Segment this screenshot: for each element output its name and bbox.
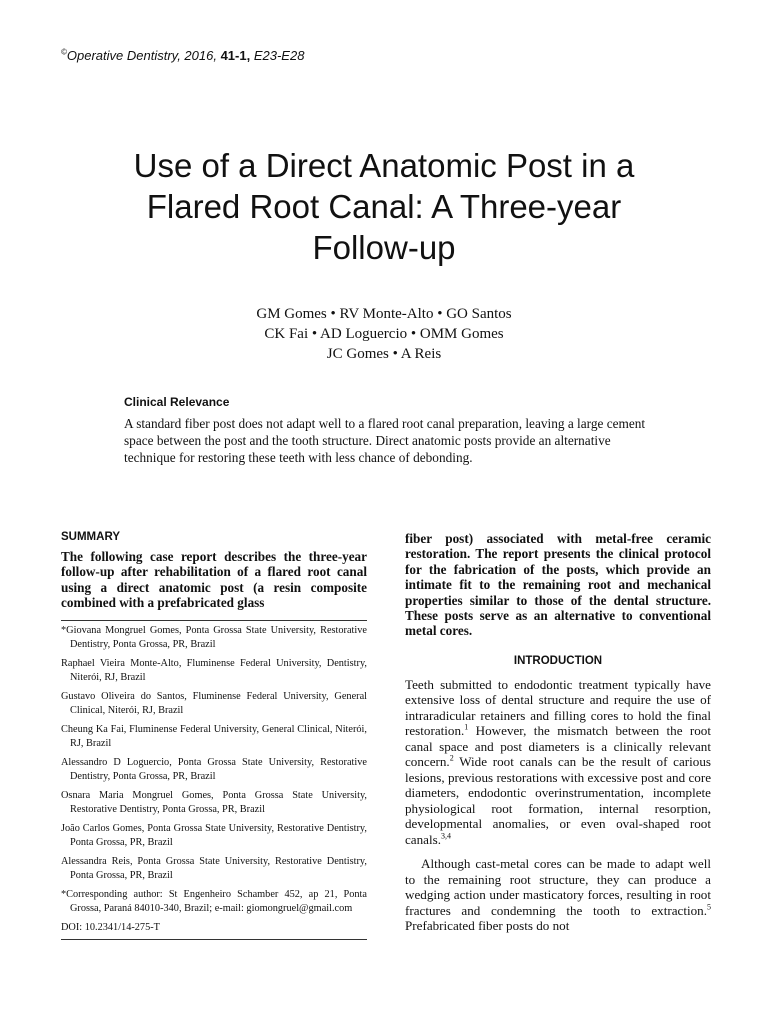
introduction-paragraph-2	[405, 856, 711, 934]
right-column	[405, 531, 711, 934]
summary-text-left: The following case report describes the three-year follow-up after rehabilitation of a flared root canal using a direct anatomic post (a resin composite combined with a prefabricated glass	[61, 549, 367, 611]
affiliation: Osnara Maria Mongruel Gomes, Ponta Grossa State University, Restorative Dentistry, Ponta Grossa, PR, Brazil	[61, 789, 367, 815]
author-list	[40, 304, 728, 364]
journal-name: Operative Dentistry, 2016,	[66, 48, 221, 63]
title-line: Flared Root Canal: A Three-year	[146, 188, 622, 225]
journal-pages: E23-E28	[250, 48, 305, 63]
summary-text-right: fiber post) associated with metal-free ceramic restoration. The report presents the clinical protocol for the fabrication of the posts, which provide an intimate fit to the remaining root and mechanical properties similar to those of the dental structure. These posts serve as an alternative to conventional metal cores.	[405, 531, 711, 639]
doi: DOI: 10.2341/14-275-T	[61, 921, 367, 940]
author-line: GM Gomes • RV Monte-Alto • GO Santos	[256, 306, 512, 322]
introduction-paragraph-1	[405, 677, 711, 848]
affiliation: João Carlos Gomes, Ponta Grossa State University, Restorative Dentistry, Ponta Grossa, PR, Brazil	[61, 822, 367, 848]
citation-ref: 1	[464, 722, 469, 732]
summary-heading: SUMMARY	[61, 531, 120, 543]
text-run: However, the mismatch between the root canal space and post diameters is a clinically relevant concern.	[405, 723, 711, 770]
text-run: Although cast-metal cores can be made to adapt well to the remaining root structure, they can produce a wedging action under masticatory forces, resulting in root fractures and condemning the tooth to extraction.	[405, 856, 711, 918]
affiliation: Alessandro D Loguercio, Ponta Grossa State University, Restorative Dentistry, Ponta Grossa, PR, Brazil	[61, 756, 367, 782]
text-run: Prefabricated fiber posts do not	[405, 918, 570, 934]
left-column	[61, 531, 367, 940]
clinical-relevance-heading: Clinical Relevance	[124, 395, 230, 409]
text-run: Wide root canals can be the result of carious lesions, previous restorations with excessive post and core diameters, endodontic overinstrumentation, incomplete physiological root formation, internal resorption, developmental anomalies, or even oval-shaped root canals.	[405, 754, 711, 847]
text-run: Teeth submitted to endodontic treatment typically have extensive loss of dental structure and require the use of intraradicular retainers and filling cores to hold the final restoration.	[405, 676, 711, 739]
clinical-relevance-text: A standard fiber post does not adapt well to a flared root canal preparation, leaving a large cement space between the post and the tooth structure. Direct anatomic posts provide an alternative technique for restoring these teeth with less chance of debonding.	[124, 416, 646, 465]
affiliation: Cheung Ka Fai, Fluminense Federal University, General Clinical, Niterói, RJ, Brazil	[61, 723, 367, 749]
introduction-heading: INTRODUCTION	[513, 654, 603, 667]
footnote-divider	[61, 620, 367, 621]
journal-volume: 41-1,	[220, 48, 251, 63]
journal-citation	[61, 48, 304, 63]
affiliation: Alessandra Reis, Ponta Grossa State University, Restorative Dentistry, Ponta Grossa, PR, Brazil	[61, 855, 367, 881]
author-line: CK Fai • AD Loguercio • OMM Gomes	[264, 326, 504, 342]
corresponding-author: *Corresponding author: St Engenheiro Schamber 452, ap 21, Ponta Grossa, Paraná 84010-340, Brazil; e-mail: giomongruel@gmail.com	[61, 888, 367, 914]
clinical-relevance-box	[124, 395, 648, 466]
title-line: Use of a Direct Anatomic Post in a	[133, 147, 635, 184]
article-title	[40, 145, 728, 268]
author-line: JC Gomes • A Reis	[326, 346, 442, 362]
citation-ref: 2	[449, 753, 454, 763]
title-line: Follow-up	[312, 229, 456, 266]
affiliation: Raphael Vieira Monte-Alto, Fluminense Federal University, Dentistry, Niterói, RJ, Brazil	[61, 657, 367, 683]
copyright-mark: ©	[61, 47, 67, 57]
affiliation: *Giovana Mongruel Gomes, Ponta Grossa State University, Restorative Dentistry, Ponta Grossa, PR, Brazil	[61, 624, 367, 650]
affiliation: Gustavo Oliveira do Santos, Fluminense Federal University, General Clinical, Niterói, RJ, Brazil	[61, 690, 367, 716]
citation-ref: 5	[707, 902, 711, 912]
citation-ref: 3,4	[441, 831, 451, 841]
